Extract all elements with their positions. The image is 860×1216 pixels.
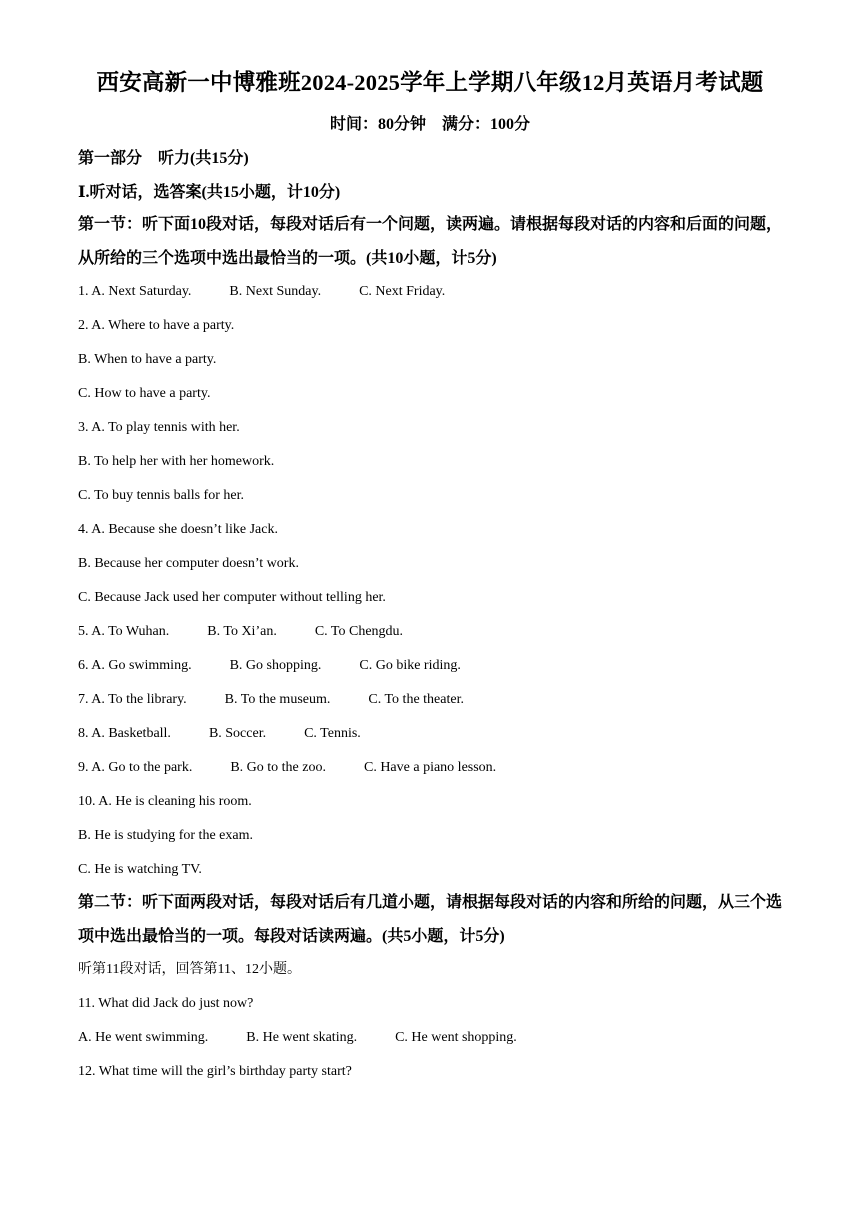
q11-option-c: C. He went shopping. (395, 1030, 517, 1045)
question-6 (78, 656, 782, 676)
exam-title: 西安高新一中博雅班2024-2025学年上学期八年级12月英语月考试题 (96, 70, 764, 95)
q4-option-c: C. Because Jack used her computer without telling her. (78, 590, 386, 605)
question-5 (78, 622, 782, 642)
q8-option-a: 8. A. Basketball. (78, 726, 171, 741)
question-11-options (78, 1028, 782, 1048)
q3-option-c: C. To buy tennis balls for her. (78, 488, 244, 503)
q11-option-b: B. He went skating. (246, 1030, 358, 1045)
q9-option-a: 9. A. Go to the park. (78, 760, 193, 775)
q9-option-c: C. Have a piano lesson. (363, 760, 497, 775)
q7-option-b: B. To the museum. (224, 692, 331, 707)
q8-option-b: B. Soccer. (208, 726, 267, 741)
q9-option-b: B. Go to the zoo. (230, 760, 326, 775)
q12-stem: 12. What time will the girl’s birthday party start? (78, 1064, 352, 1079)
q5-option-c: C. To Chengdu. (314, 624, 404, 639)
section2-instruction: 第二节：听下面两段对话，每段对话后有几道小题，请根据每段对话的内容和所给的问题，从三个选项中选出最恰当的一项。每段对话读两遍。(共5小题，计5分) (78, 894, 783, 945)
q10-option-b: B. He is studying for the exam. (78, 828, 253, 843)
q2-option-a: 2. A. Where to have a party. (78, 318, 235, 333)
q5-option-b: B. To Xi’an. (207, 624, 277, 639)
q7-option-a: 7. A. To the library. (78, 692, 187, 707)
q1-option-a: 1. A. Next Saturday. (78, 284, 192, 299)
q10-option-c: C. He is watching TV. (78, 862, 202, 877)
q4-option-b: B. Because her computer doesn’t work. (78, 556, 299, 571)
q1-option-c: C. Next Friday. (359, 284, 446, 299)
q8-option-c: C. Tennis. (304, 726, 361, 741)
q1-option-b: B. Next Sunday. (229, 284, 322, 299)
q6-option-a: 6. A. Go swimming. (78, 658, 192, 673)
q5-option-a: 5. A. To Wuhan. (78, 624, 170, 639)
section1-instruction: 第一节：听下面10段对话，每段对话后有一个问题，读两遍。请根据每段对话的内容和后面的问题，从所给的三个选项中选出最恰当的一项。(共10小题，计5分) (78, 216, 783, 267)
q2-option-b: B. When to have a party. (78, 352, 217, 367)
q6-option-c: C. Go bike riding. (359, 658, 461, 673)
section-i-heading: Ⅰ.听对话，选答案(共15小题，计10分) (78, 184, 341, 201)
q7-option-c: C. To the theater. (368, 692, 464, 707)
exam-subtitle: 时间：80分钟 满分：100分 (329, 116, 530, 133)
q3-option-b: B. To help her with her homework. (78, 454, 275, 469)
question-1 (78, 282, 782, 302)
question-7 (78, 690, 782, 710)
q6-option-b: B. Go shopping. (229, 658, 322, 673)
dialogue-11-note: 听第11段对话，回答第11、12小题。 (78, 962, 301, 977)
q3-option-a: 3. A. To play tennis with her. (78, 420, 240, 435)
question-8 (78, 724, 782, 744)
q2-option-c: C. How to have a party. (78, 386, 211, 401)
part1-heading: 第一部分 听力(共15分) (78, 150, 249, 167)
q11-option-a: A. He went swimming. (78, 1030, 209, 1045)
q10-option-a: 10. A. He is cleaning his room. (78, 794, 252, 809)
q11-stem: 11. What did Jack do just now? (78, 996, 254, 1011)
q4-option-a: 4. A. Because she doesn’t like Jack. (78, 522, 278, 537)
question-9 (78, 758, 782, 778)
